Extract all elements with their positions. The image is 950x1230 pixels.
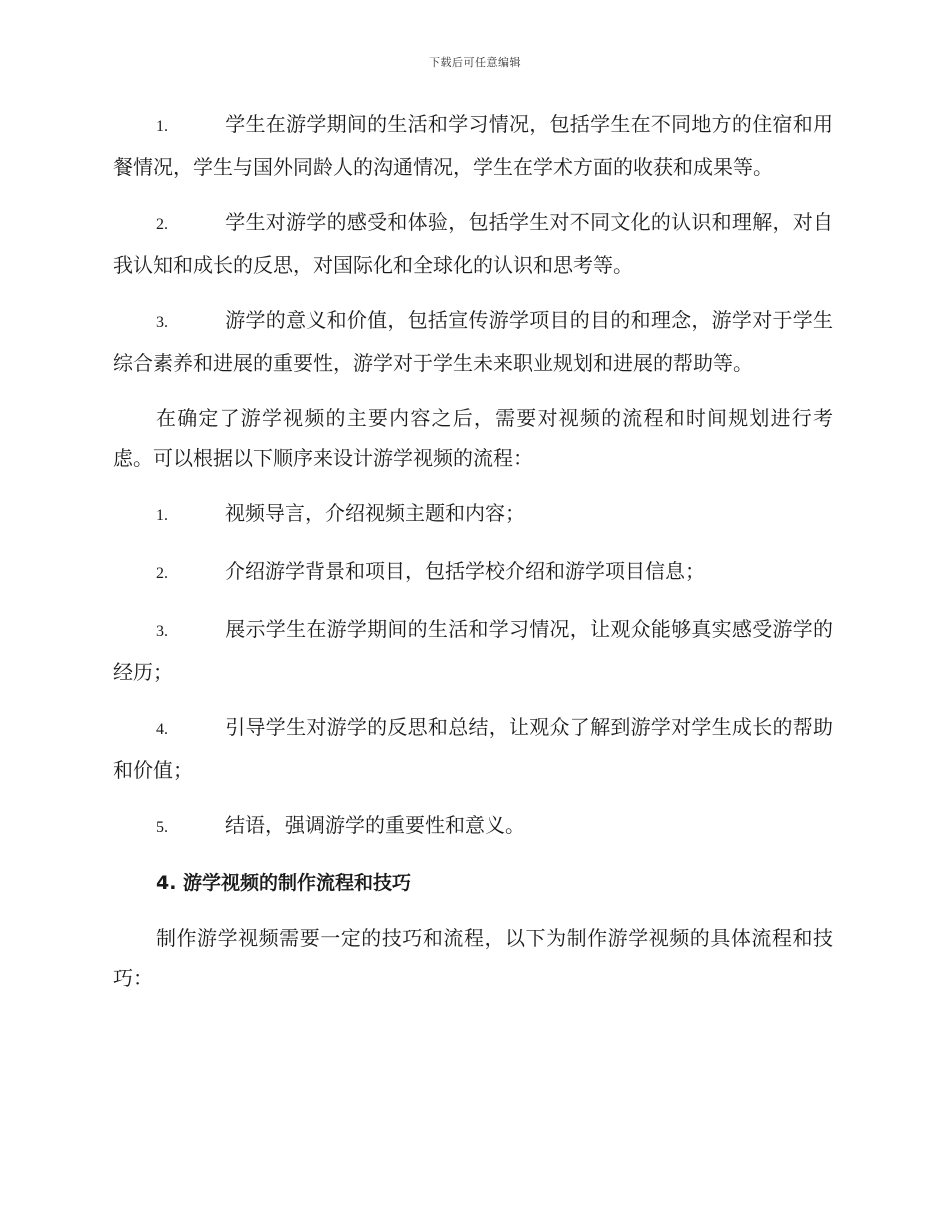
list-item bbox=[113, 805, 833, 848]
page-header: 下载后可任意编辑 bbox=[429, 56, 521, 69]
list-text: 引导学生对游学的反思和总结，让观众了解到游学对学生成长的帮助和价值； bbox=[113, 715, 833, 782]
list-text: 介绍游学背景和项目，包括学校介绍和游学项目信息； bbox=[225, 559, 705, 583]
list-number: 2. bbox=[156, 216, 168, 233]
list-item bbox=[113, 609, 833, 692]
list-item bbox=[113, 202, 833, 285]
document-body bbox=[113, 104, 833, 1013]
body-paragraph: 制作游学视频需要一定的技巧和流程，以下为制作游学视频的具体流程和技巧： bbox=[113, 926, 833, 990]
list-number: 1. bbox=[156, 118, 168, 135]
list-item bbox=[113, 104, 833, 187]
list-number: 1. bbox=[156, 507, 168, 524]
list-number: 3. bbox=[156, 623, 168, 640]
list-item bbox=[113, 300, 833, 383]
list-text: 游学的意义和价值，包括宣传游学项目的目的和理念，游学对于学生综合素养和进展的重要性，游学对于学生未来职业规划和进展的帮助等。 bbox=[113, 308, 833, 375]
list-text: 学生对游学的感受和体验，包括学生对不同文化的认识和理解，对自我认知和成长的反思，对国际化和全球化的认识和思考等。 bbox=[113, 210, 833, 277]
list-item bbox=[113, 493, 833, 536]
section-heading: 4. 游学视频的制作流程和技巧 bbox=[156, 872, 412, 894]
list-text: 结语，强调游学的重要性和意义。 bbox=[225, 813, 525, 837]
list-item bbox=[113, 707, 833, 790]
list-item bbox=[113, 551, 833, 594]
body-paragraph: 在确定了游学视频的主要内容之后，需要对视频的流程和时间规划进行考虑。可以根据以下顺序来设计游学视频的流程： bbox=[113, 406, 833, 470]
list-number: 5. bbox=[156, 819, 168, 836]
list-number: 4. bbox=[156, 721, 168, 738]
list-text: 学生在游学期间的生活和学习情况，包括学生在不同地方的住宿和用餐情况，学生与国外同龄人的沟通情况，学生在学术方面的收获和成果等。 bbox=[113, 112, 833, 179]
list-text: 视频导言，介绍视频主题和内容； bbox=[225, 501, 525, 525]
list-number: 2. bbox=[156, 565, 168, 582]
list-text: 展示学生在游学期间的生活和学习情况，让观众能够真实感受游学的经历； bbox=[113, 617, 833, 684]
list-number: 3. bbox=[156, 314, 168, 331]
